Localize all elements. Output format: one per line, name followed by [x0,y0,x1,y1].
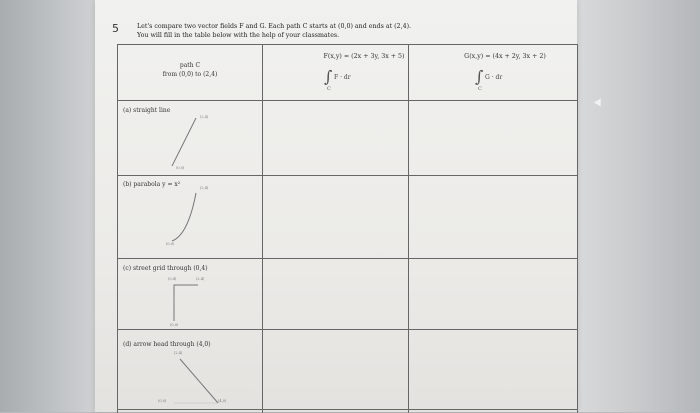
integral-g-expression: G · dr [485,74,503,81]
field-g-definition: G(x,y) = (4x + 2y, 3x + 2) [464,53,546,60]
integral-g-subscript: C [478,86,482,92]
intro-line-1: Let's compare two vector fields F and G. Each path C starts at (0,0) and ends at (2,4). [137,23,412,30]
table-row-divider [118,258,578,259]
row-b-label: (b) parabola y = x² [123,181,181,188]
table-row-divider [118,100,578,101]
worksheet-page [95,0,577,412]
path-sketch-straight-line [158,110,218,175]
row-c-start-point: (0,0) [170,323,179,327]
desk-background-left [0,0,95,412]
row-d-start-point: (0,0) [158,399,167,403]
path-header-label: path C [179,62,201,69]
integral-f-subscript: C [327,86,331,92]
path-sketch-street-grid [158,277,218,327]
row-a-start-point: (0,0) [176,166,185,170]
path-header-range: from (0,0) to (2,4) [162,71,218,78]
row-d-end-point: (2,4) [174,351,183,355]
row-c-corner-point: (0,4) [168,277,177,281]
row-b-start-point: (0,0) [166,242,175,246]
comparison-table [117,44,578,413]
row-d-label: (d) arrow head through (4,0) [123,341,211,348]
problem-number: 5 [112,22,119,35]
integral-sign-g: ∫ [475,67,484,86]
path-sketch-parabola [158,185,218,250]
field-f-definition: F(x,y) = (2x + 3y, 3x + 5) [323,53,405,60]
desk-background-right [575,0,700,412]
row-d-corner-point: (4,0) [218,399,227,403]
row-c-end-point: (2,4) [196,277,205,281]
integral-sign-f: ∫ [324,67,333,86]
integral-f-expression: F · dr [334,74,351,81]
row-b-end-point: (2,4) [200,186,209,190]
problem-intro [137,22,411,40]
row-a-end-point: (2,4) [200,115,209,119]
table-row-divider [118,329,578,330]
table-row-divider [118,175,578,176]
row-c-label: (c) street grid through (0,4) [123,265,208,272]
intro-line-2: You will fill in the table below with the help of your classmates. [137,32,340,39]
row-a-label: (a) straight line [123,107,171,114]
